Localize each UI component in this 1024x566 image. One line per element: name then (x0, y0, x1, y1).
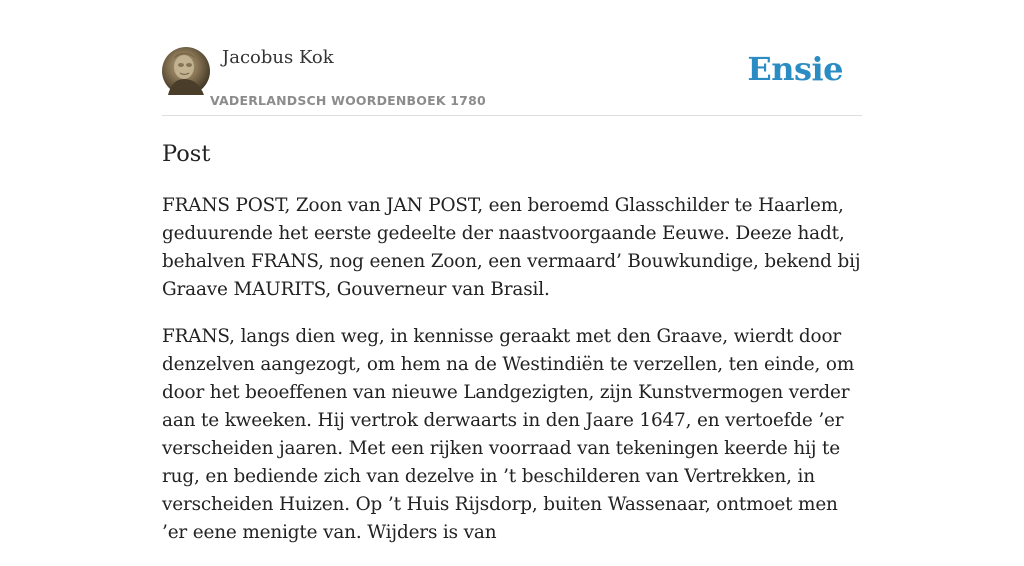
article-title: Post (162, 141, 211, 167)
article-body (162, 192, 867, 566)
article-page (162, 0, 862, 543)
author-avatar[interactable] (162, 47, 210, 95)
author-name[interactable]: Jacobus Kok (222, 47, 334, 68)
article-paragraph: FRANS POST, Zoon van JAN POST, een beroemd Glasschilder te Haarlem, geduurende het eerste gedeelte der naastvoorgaande Eeuwe. Deeze hadt, behalven FRANS, nog eenen Zoon, een vermaard’ Bouwkundige, bekend bij Graave MAURITS, Gouverneur van Brasil. (162, 195, 861, 300)
ensie-logo[interactable]: Ensie (747, 50, 843, 88)
article-paragraph: FRANS, langs dien weg, in kennisse geraakt met den Graave, wierdt door denzelven aangezogt, om hem na de Westindiën te verzellen, ten einde, om door het beoeffenen van nieuwe Landgezigten, zijn Kunstvermogen verder aan te kweeken. Hij vertrok derwaarts in den Jaare 1647, en vertoefde ’er verscheiden jaaren. Met een rijken voorraad van tekeningen keerde hij te rug, en bediende zich van dezelve in ’t beschilderen van Vertrekken, in verscheiden Huizen. Op ’t Huis Rijsdorp, buiten Wassenaar, ontmoet men ’er eene menigte van. Wijders is van (162, 326, 855, 543)
source-label[interactable]: VADERLANDSCH WOORDENBOEK 1780 (210, 93, 486, 108)
portrait-icon (162, 47, 210, 95)
article-header (162, 0, 862, 116)
